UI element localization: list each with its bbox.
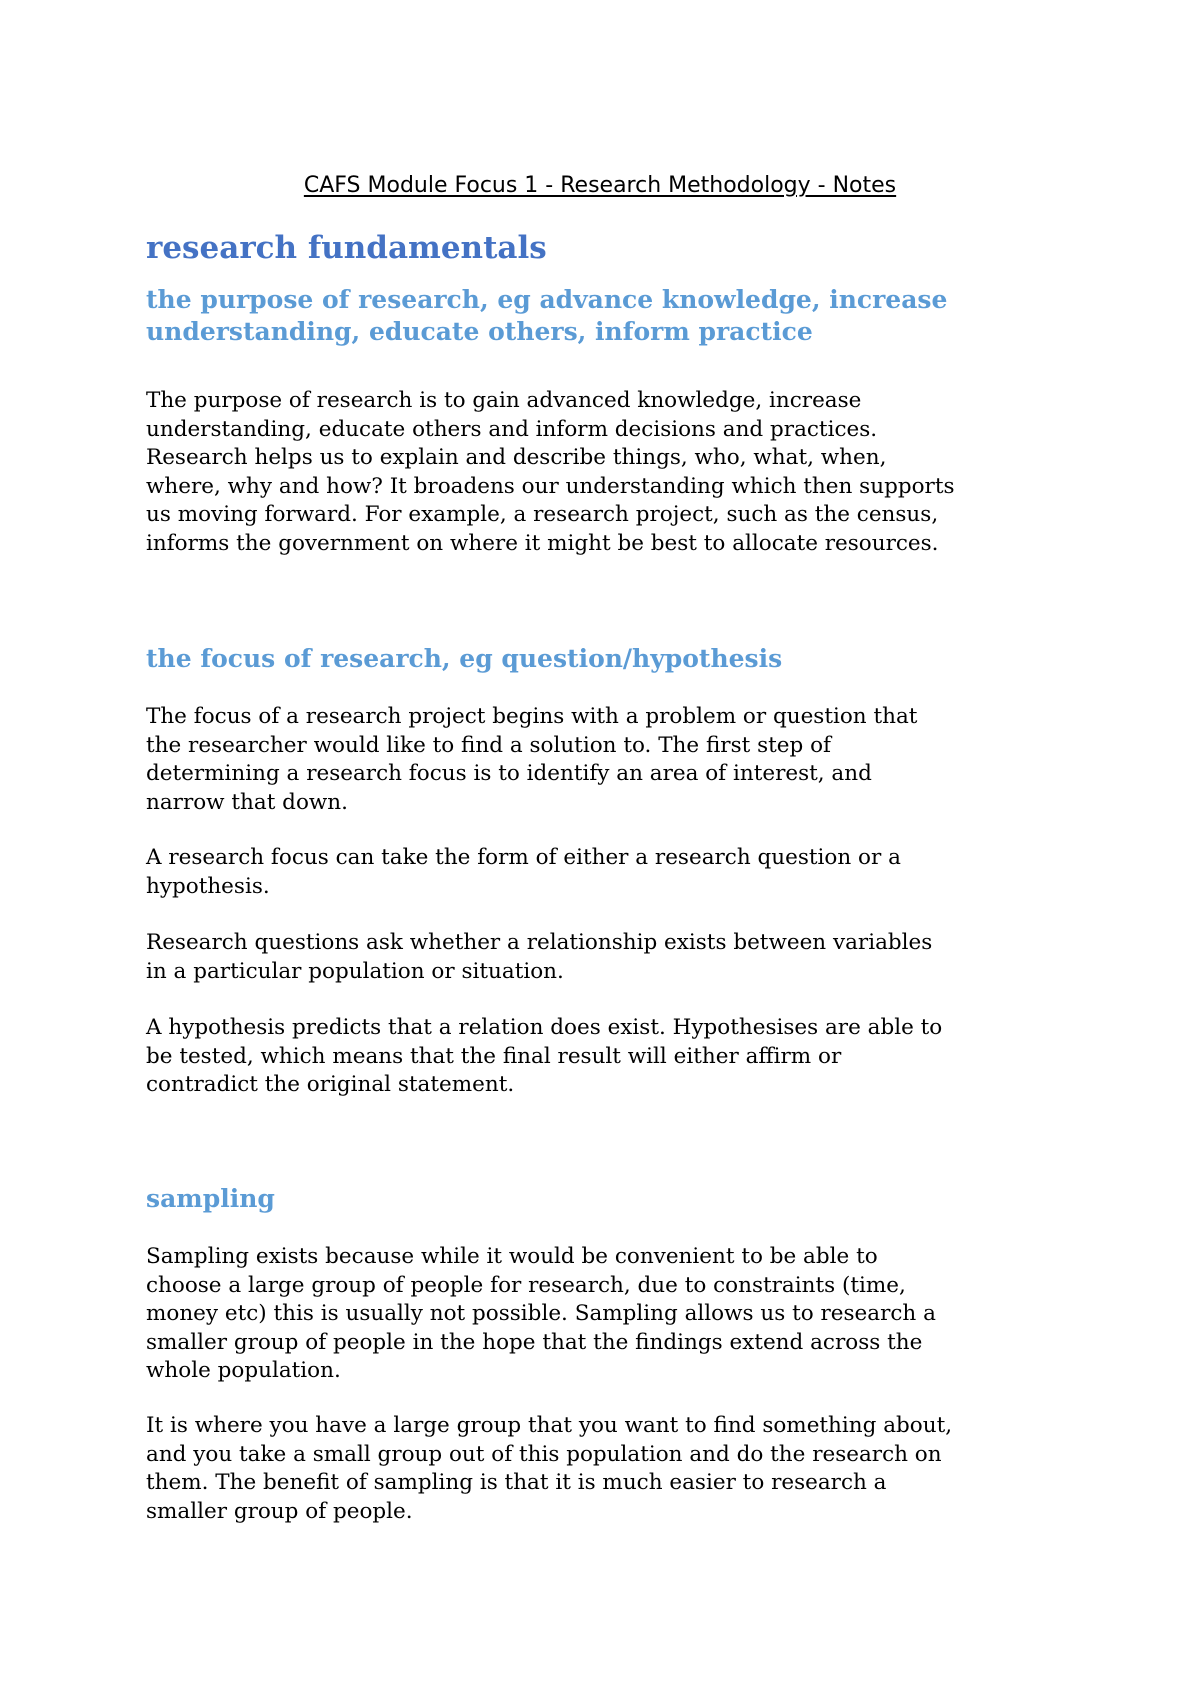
text-line: It is where you have a large group that you want to find something about, xyxy=(146,1413,953,1438)
text-line: Sampling exists because while it would be convenient to be able to xyxy=(146,1244,878,1269)
text-line: where, why and how? It broadens our understanding which then supports xyxy=(146,473,955,499)
heading-line: the purpose of research, eg advance knowledge, increase xyxy=(146,285,948,314)
text-line: and you take a small group out of this population and do the research on xyxy=(146,1441,942,1467)
heading-purpose-of-research xyxy=(146,284,947,348)
heading-sampling xyxy=(146,1183,275,1215)
text-line: narrow that down. xyxy=(146,789,348,815)
text-line: contradict the original statement. xyxy=(146,1072,515,1097)
text-line: them. The benefit of sampling is that it is much easier to research a xyxy=(146,1470,887,1495)
text-line: Research questions ask whether a relationship exists between variables xyxy=(146,930,933,955)
text-line: informs the government on where it might be best to allocate resources. xyxy=(146,530,939,556)
text-line: money etc) this is usually not possible. Sampling allows us to research a xyxy=(146,1301,936,1326)
text-line: determining a research focus is to identify an area of interest, and xyxy=(146,761,872,786)
text-line: the researcher would like to find a solution to. The first step of xyxy=(146,732,831,758)
heading-focus-of-research xyxy=(146,643,782,675)
paragraph-sampling-intro xyxy=(146,1243,936,1386)
heading-line: understanding, educate others, inform practice xyxy=(146,317,813,346)
paragraph-focus-forms xyxy=(146,844,901,901)
heading-research-fundamentals: research fundamentals xyxy=(146,230,547,266)
paragraph-research-questions xyxy=(146,929,932,986)
paragraph-hypothesis xyxy=(146,1014,942,1100)
text-line: smaller group of people. xyxy=(146,1498,413,1524)
text-line: Research helps us to explain and describe things, who, what, when, xyxy=(146,445,887,470)
text-line: The purpose of research is to gain advanced knowledge, increase xyxy=(146,388,862,413)
paragraph-sampling-benefit xyxy=(146,1412,952,1526)
heading-line: sampling xyxy=(146,1184,275,1213)
paragraph-focus-intro xyxy=(146,703,917,817)
text-line: smaller group of people in the hope that the findings extend across the xyxy=(146,1329,923,1355)
text-line: A research focus can take the form of either a research question or a xyxy=(146,845,901,870)
text-line: be tested, which means that the final result will either affirm or xyxy=(146,1043,842,1069)
text-line: whole population. xyxy=(146,1358,341,1383)
text-line: us moving forward. For example, a research project, such as the census, xyxy=(146,502,939,527)
text-line: A hypothesis predicts that a relation does exist. Hypothesises are able to xyxy=(146,1015,943,1040)
text-line: The focus of a research project begins with a problem or question that xyxy=(146,704,918,729)
text-line: understanding, educate others and inform decisions and practices. xyxy=(146,416,878,442)
text-line: hypothesis. xyxy=(146,873,270,899)
heading-line: the focus of research, eg question/hypothesis xyxy=(146,644,783,673)
paragraph-purpose-of-research xyxy=(146,387,955,558)
text-line: choose a large group of people for research, due to constraints (time, xyxy=(146,1272,906,1298)
text-line: in a particular population or situation. xyxy=(146,958,564,984)
document-title: CAFS Module Focus 1 - Research Methodology - Notes xyxy=(303,173,897,198)
